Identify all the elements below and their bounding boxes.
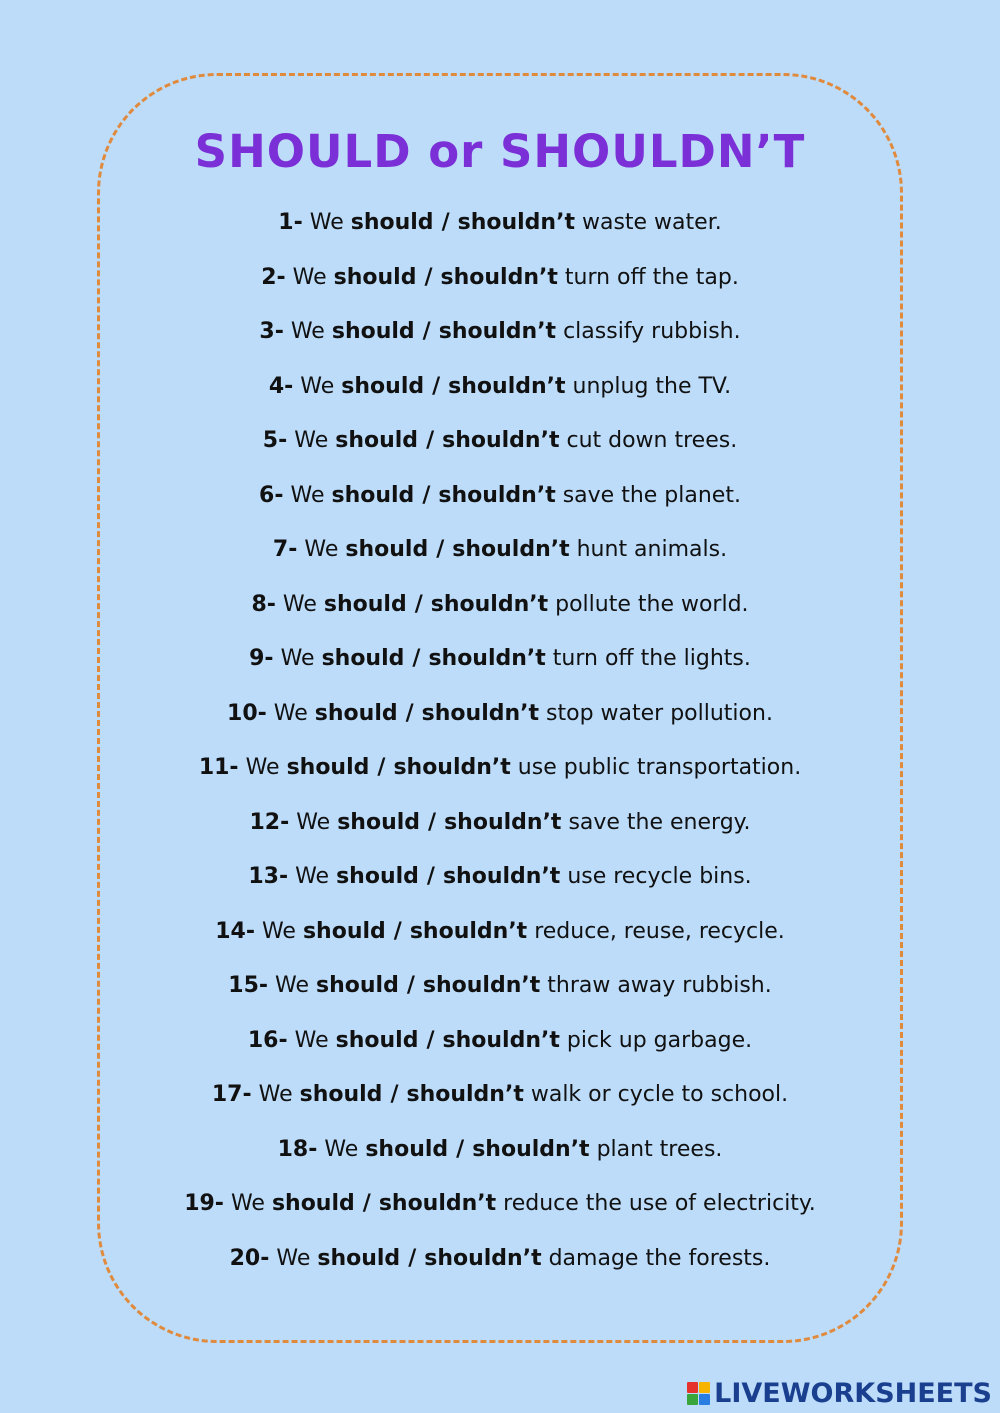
item-rest: unplug the TV. [572, 373, 732, 399]
item-rest: classify rubbish. [563, 319, 741, 344]
item-rest: save the planet. [562, 482, 741, 508]
choice-shouldnt[interactable]: shouldn’t [442, 1027, 560, 1053]
item-subject: We [292, 264, 327, 290]
item-subject: We [258, 1082, 293, 1107]
page-title: SHOULD or SHOULDN’T [194, 125, 806, 178]
item-rest: waste water. [581, 210, 722, 235]
item-number: 10- [227, 700, 267, 726]
choice-shouldnt[interactable]: shouldn’t [448, 373, 566, 399]
choice-should[interactable]: should [323, 591, 407, 617]
item-number: 15- [228, 973, 269, 998]
choice-separator: / [441, 210, 450, 235]
item-number: 14- [215, 918, 255, 944]
choice-shouldnt[interactable]: shouldn’t [438, 482, 556, 508]
item-subject: We [309, 210, 344, 235]
choice-separator: / [456, 1136, 465, 1162]
choice-should[interactable]: should [302, 918, 386, 944]
item-subject: We [294, 428, 329, 453]
item-subject: We [296, 809, 331, 835]
sentence-item [0, 1188, 1000, 1243]
choice-should[interactable]: should [345, 537, 429, 562]
logo-square [699, 1382, 710, 1393]
choice-separator: / [422, 482, 431, 508]
choice-should[interactable]: should [365, 1136, 449, 1162]
choice-separator: / [390, 1082, 399, 1107]
item-number: 6- [259, 482, 284, 508]
item-subject: We [280, 646, 315, 671]
sentence-item [0, 371, 1000, 426]
item-subject: We [294, 1027, 329, 1053]
choice-should[interactable]: should [341, 373, 425, 399]
choice-shouldnt[interactable]: shouldn’t [438, 319, 557, 344]
choice-should[interactable]: should [271, 1191, 355, 1216]
item-rest: use public transportation. [517, 755, 802, 780]
choice-separator: / [426, 864, 435, 889]
logo-square [699, 1394, 710, 1405]
choice-should[interactable]: should [317, 1245, 401, 1271]
item-number: 12- [249, 809, 290, 835]
item-number: 19- [184, 1191, 224, 1216]
choice-shouldnt[interactable]: shouldn’t [442, 864, 561, 889]
choice-should[interactable]: should [333, 264, 417, 290]
item-rest: walk or cycle to school. [530, 1082, 789, 1107]
sentence-item [0, 480, 1000, 535]
choice-should[interactable]: should [299, 1082, 383, 1107]
sentence-item [0, 262, 1000, 317]
item-subject: We [276, 1245, 311, 1271]
choice-separator: / [428, 809, 437, 835]
choice-should[interactable]: should [336, 864, 419, 889]
item-subject: We [261, 918, 296, 944]
item-rest: thraw away rubbish. [547, 973, 772, 998]
sentence-item [0, 861, 1000, 916]
item-rest: reduce, reuse, recycle. [534, 918, 785, 944]
choice-separator: / [408, 1245, 417, 1271]
item-rest: pollute the world. [555, 591, 749, 617]
item-subject: We [245, 755, 280, 780]
brand-name: LIVEWORKSHEETS [714, 1378, 992, 1409]
item-number: 5- [262, 428, 288, 453]
item-rest: save the energy. [568, 809, 751, 835]
choice-shouldnt[interactable]: shouldn’t [452, 537, 570, 562]
choice-shouldnt[interactable]: shouldn’t [457, 210, 575, 235]
item-rest: turn off the tap. [564, 264, 739, 290]
item-number: 13- [248, 864, 289, 889]
choice-shouldnt[interactable]: shouldn’t [406, 1082, 524, 1107]
item-number: 17- [211, 1082, 252, 1107]
logo-square [687, 1382, 698, 1393]
choice-shouldnt[interactable]: shouldn’t [424, 1245, 542, 1271]
item-number: 20- [229, 1245, 270, 1271]
choice-separator: / [422, 319, 431, 344]
sentence-item [0, 1025, 1000, 1080]
choice-should[interactable]: should [331, 319, 415, 344]
choice-separator: / [393, 918, 402, 944]
item-rest: plant trees. [596, 1136, 723, 1162]
choice-separator: / [436, 537, 445, 562]
choice-separator: / [432, 373, 441, 399]
choice-should[interactable]: should [286, 755, 370, 780]
choice-separator: / [405, 700, 414, 726]
item-number: 2- [261, 264, 286, 290]
item-subject: We [275, 973, 310, 998]
sentence-item [0, 1243, 1000, 1298]
item-subject: We [300, 373, 335, 399]
choice-should[interactable]: should [316, 973, 399, 998]
choice-shouldnt[interactable]: shouldn’t [442, 428, 560, 453]
choice-should[interactable]: should [337, 809, 421, 835]
choice-separator: / [406, 973, 415, 998]
sentence-item [0, 589, 1000, 644]
item-subject: We [290, 482, 325, 508]
choice-should[interactable]: should [314, 700, 398, 726]
sentence-item [0, 1079, 1000, 1134]
choice-separator: / [414, 591, 423, 617]
sentence-list [0, 207, 1000, 1297]
sentence-item [0, 1134, 1000, 1189]
item-number: 7- [272, 537, 298, 562]
choice-should[interactable]: should [335, 1027, 419, 1053]
item-number: 8- [251, 591, 276, 617]
sentence-item [0, 698, 1000, 753]
choice-separator: / [426, 1027, 435, 1053]
item-rest: pick up garbage. [566, 1027, 753, 1053]
choice-separator: / [424, 264, 433, 290]
choice-should[interactable]: should [331, 482, 415, 508]
choice-should[interactable]: should [321, 646, 405, 671]
sentence-item [0, 207, 1000, 262]
item-number: 4- [268, 373, 294, 399]
item-rest: reduce the use of electricity. [503, 1191, 816, 1216]
choice-shouldnt[interactable]: shouldn’t [393, 755, 511, 780]
choice-separator: / [426, 428, 435, 453]
item-subject: We [273, 700, 308, 726]
choice-shouldnt[interactable]: shouldn’t [440, 264, 558, 290]
sentence-item [0, 916, 1000, 971]
item-rest: damage the forests. [548, 1245, 771, 1271]
liveworksheets-logo-icon [687, 1382, 710, 1405]
sentence-item [0, 316, 1000, 371]
sentence-item [0, 752, 1000, 807]
sentence-item [0, 970, 1000, 1025]
item-number: 9- [249, 646, 274, 671]
item-rest: turn off the lights. [552, 646, 751, 671]
choice-should[interactable]: should [335, 428, 419, 453]
item-subject: We [295, 864, 330, 889]
choice-shouldnt[interactable]: shouldn’t [444, 809, 562, 835]
item-number: 18- [277, 1136, 318, 1162]
item-subject: We [230, 1191, 265, 1216]
choice-separator: / [362, 1191, 371, 1216]
sentence-item [0, 534, 1000, 589]
sentence-item [0, 807, 1000, 862]
item-subject: We [324, 1136, 359, 1162]
choice-separator: / [377, 755, 386, 780]
item-number: 11- [198, 755, 239, 780]
item-rest: cut down trees. [566, 428, 738, 453]
item-subject: We [304, 537, 339, 562]
item-number: 3- [259, 319, 284, 344]
choice-shouldnt[interactable]: shouldn’t [472, 1136, 590, 1162]
choice-shouldnt[interactable]: shouldn’t [378, 1191, 497, 1216]
choice-shouldnt[interactable]: shouldn’t [428, 646, 546, 671]
item-rest: stop water pollution. [546, 700, 773, 726]
item-number: 16- [247, 1027, 288, 1053]
item-rest: hunt animals. [576, 537, 728, 562]
item-subject: We [282, 591, 317, 617]
choice-should[interactable]: should [350, 210, 434, 235]
item-rest: use recycle bins. [567, 864, 752, 889]
choice-separator: / [412, 646, 421, 671]
choice-shouldnt[interactable]: shouldn’t [409, 918, 528, 944]
sentence-item [0, 425, 1000, 480]
item-subject: We [290, 319, 325, 344]
item-number: 1- [278, 210, 303, 235]
choice-shouldnt[interactable]: shouldn’t [422, 973, 541, 998]
choice-shouldnt[interactable]: shouldn’t [430, 591, 549, 617]
logo-square [687, 1394, 698, 1405]
sentence-item [0, 643, 1000, 698]
choice-shouldnt[interactable]: shouldn’t [421, 700, 540, 726]
footer-brand [687, 1378, 992, 1409]
